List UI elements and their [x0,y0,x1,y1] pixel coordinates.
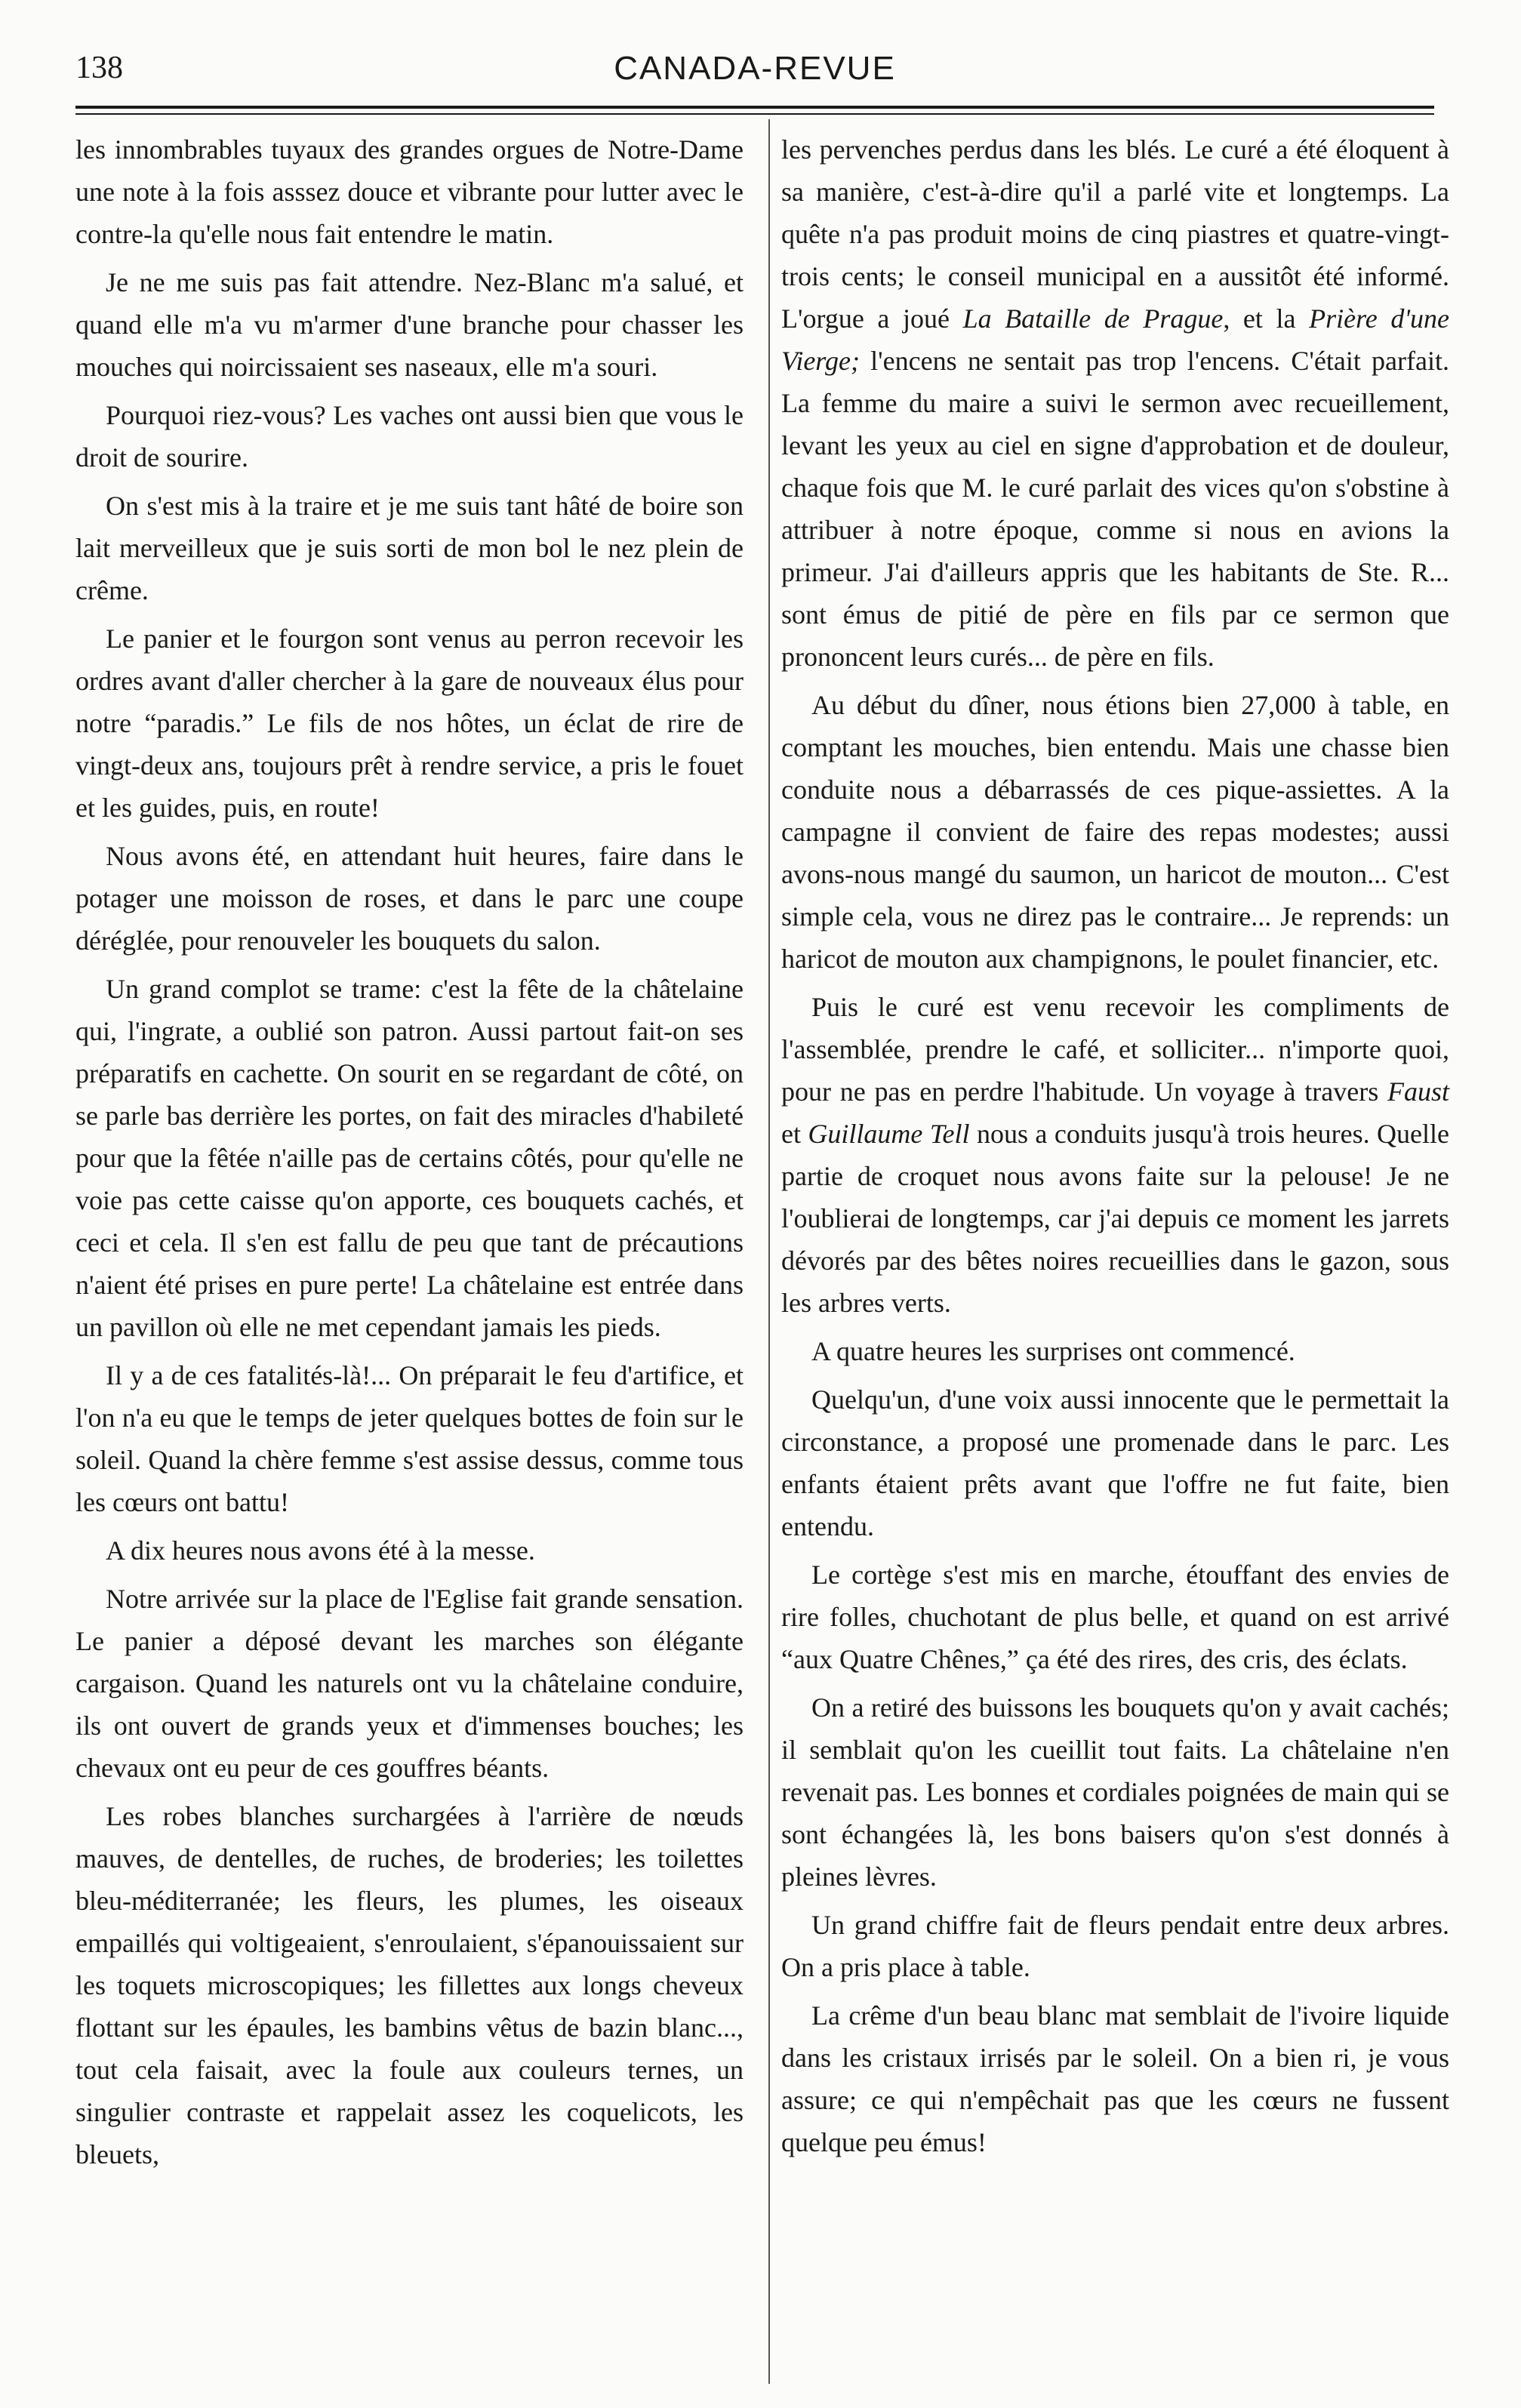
paragraph: Un grand chiffre fait de fleurs pendait entre deux arbres. On a pris place à table. [781,1910,1449,1982]
paragraph: Au début du dîner, nous étions bien 27,000 à table, en comptant les mouches, bien entendu. Mais une chasse bien conduite nous a débarrassés de ces pique-assiettes. A la campagne il convient de faire des repas modestes; aussi avons-nous mangé du saumon, un haricot de mouton... C'est simple cela, vous ne direz pas le contraire... Je reprends: un haricot de mouton aux champignons, le poulet financier, etc. [781,690,1449,974]
column-divider [768,119,770,2384]
header-rule [75,106,1434,109]
paragraph: Nous avons été, en attendant huit heures, faire dans le potager une moisson de roses, et dans le parc une coupe déréglée, pour renouveler les bouquets du salon. [75,841,744,956]
paragraph: A quatre heures les surprises ont commencé. [811,1336,1295,1366]
paragraph: Je ne me suis pas fait attendre. Nez-Blanc m'a salué, et quand elle m'a vu m'armer d'une branche pour chasser les mouches qui noircissaient ses naseaux, elle m'a souri. [75,267,744,382]
title-la-bataille-de-prague: La Bataille de Prague [962,303,1224,334]
paragraph: Quelqu'un, d'une voix aussi innocente que le permettait la circonstance, a proposé une promenade dans le parc. Les enfants étaient prêts avant que l'offre ne fut faite, bien entendu. [781,1384,1449,1541]
header-rule-thin [75,113,1434,115]
left-column [75,128,744,2182]
paragraph [781,986,1449,1324]
paragraph: Un grand complot se trame: c'est la fête de la châtelaine qui, l'ingrate, a oublié son patron. Aussi partout fait-on ses préparatifs en cachette. On sourit en se regardant de côté, on se parle bas derrière les portes, on fait des miracles d'habileté pour que la fêtée n'aille pas de certains côtés, pour qu'elle ne voie pas cette caisse qu'on apporte, ces bouquets cachés, et ceci et cela. Il s'en est fallu de peu que tant de précautions n'aient été prises en pure perte! La châtelaine est entrée dans un pavillon où elle ne met cependant jamais les pieds. [75,974,744,1342]
paragraph: On a retiré des buissons les bouquets qu'on y avait cachés; il semblait qu'on les cueillit tout faits. La châtelaine n'en revenait pas. Les bonnes et cordiales poignées de main qui se sont échangées là, les bons baisers qu'on s'est donnés à pleines lèvres. [781,1692,1449,1892]
page-number: 138 [75,51,123,85]
paragraph: On s'est mis à la traire et je me suis tant hâté de boire son lait merveilleux que je suis sorti de mon bol le nez plein de crême. [75,491,744,605]
text-run: et [781,1119,808,1149]
title-faust: Faust [1387,1076,1449,1107]
paragraph: Les robes blanches surchargées à l'arrière de nœuds mauves, de dentelles, de ruches, de broderies; les toilettes bleu-méditerranée; les fleurs, les plumes, les oiseaux empaillés qui voltigeaient, s'enroulaient, s'épanouissaient sur les toquets microscopiques; les fillettes aux longs cheveux flottant sur les épaules, les bambins vêtus de bazin blanc..., tout cela faisait, avec la foule aux couleurs ternes, un singulier contraste et rappelait assez les coquelicots, les bleuets, [75,1801,744,2169]
journal-title: CANADA-REVUE [614,50,896,87]
paragraph: La crême d'un beau blanc mat semblait de l'ivoire liquide dans les cristaux irrisés par le soleil. On a bien ri, je vous assure; ce qui n'empêchait pas que les cœurs ne fussent quelque peu émus! [781,2000,1449,2157]
paragraph: Il y a de ces fatalités-là!... On préparait le feu d'artifice, et l'on n'a eu que le temps de jeter quelques bottes de foin sur le soleil. Quand la chère femme s'est assise dessus, comme tous les cœurs ont battu! [75,1360,744,1517]
text-run: Puis le curé est venu recevoir les compliments de l'assemblée, prendre le café, et solliciter... n'importe quoi, pour ne pas en perdre l'habitude. Un voyage à travers [781,992,1449,1107]
text-run: nous a conduits jusqu'à trois heures. Quelle partie de croquet nous avons faite sur la pelouse! Je ne l'oublierai de longtemps, car j'ai depuis ce moment les jarrets dévorés par des bêtes noires recueillies dans le gazon, sous les arbres verts. [781,1119,1449,1318]
right-column [781,128,1449,2169]
text-run: , et la [1223,303,1310,334]
page-header [75,50,1434,95]
paragraph: Notre arrivée sur la place de l'Eglise fait grande sensation. Le panier a déposé devant les marches son élégante cargaison. Quand les naturels ont vu la châtelaine conduire, ils ont ouvert de grands yeux et d'immenses bouches; les chevaux ont eu peur de ces gouffres béants. [75,1584,744,1783]
text-run: les pervenches perdus dans les blés. Le curé a été éloquent à sa manière, c'est-à-dire qu'il a parlé vite et longtemps. La quête n'a pas produit moins de cinq piastres et quatre-vingt-trois cents; le conseil municipal en a aussitôt été informé. L'orgue a joué [781,134,1449,334]
title-guillaume-tell: Guillaume Tell [808,1119,970,1149]
paragraph: Le cortège s'est mis en marche, étouffant des envies de rire folles, chuchotant de plus belle, et quand on est arrivé “aux Quatre Chênes,” ça été des rires, des cris, des éclats. [781,1560,1449,1674]
paragraph: A dix heures nous avons été à la messe. [106,1535,535,1566]
text-run: l'encens ne sentait pas trop l'encens. C'était parfait. La femme du maire a suivi le sermon avec recueillement, levant les yeux au ciel en signe d'approbation et de douleur, chaque fois que M. le curé parlait des vices qu'on s'obstine à attribuer à notre époque, comme si nous en avions la primeur. J'ai d'ailleurs appris que les habitants de Ste. R... sont émus de pitié de père en fils par ce sermon que prononcent leurs curés... de père en fils. [781,346,1449,672]
paragraph: Le panier et le fourgon sont venus au perron recevoir les ordres avant d'aller chercher à la gare de nouveaux élus pour notre “paradis.” Le fils de nos hôtes, un éclat de rire de vingt-deux ans, toujours prêt à rendre service, a pris le fouet et les guides, puis, en route! [75,624,744,823]
paragraph: Pourquoi riez-vous? Les vaches ont aussi bien que vous le droit de sourire. [75,400,744,473]
paragraph [781,128,1449,678]
paragraph: les innombrables tuyaux des grandes orgues de Notre-Dame une note à la fois asssez douce et vibrante pour lutter avec le contre-la qu'elle nous fait entendre le matin. [75,134,744,249]
title-priere-d-une-vierge: Prière d'une Vierge; [781,303,1450,376]
